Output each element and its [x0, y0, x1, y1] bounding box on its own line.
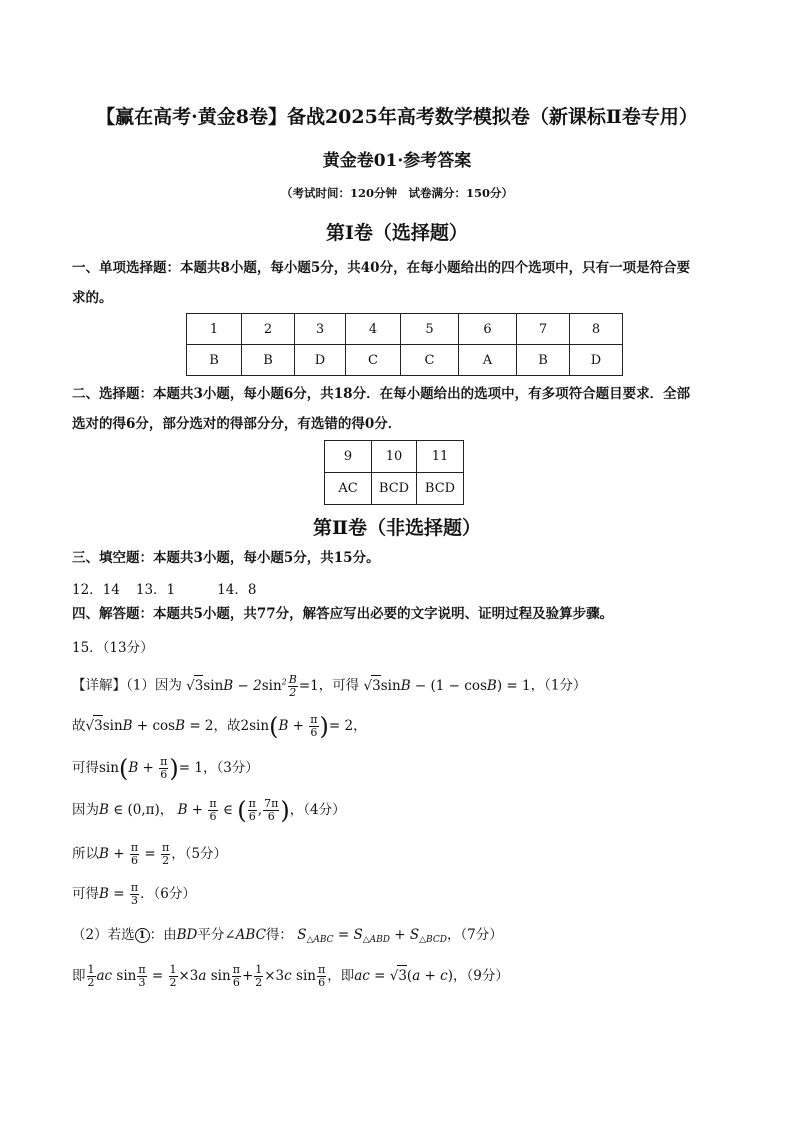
fill-answer-12: 12．14 — [72, 582, 120, 598]
math-expr-6: B ∈ (0,π) — [99, 802, 160, 818]
s7-score: ，（7分） — [446, 927, 503, 943]
table-cell-answer: BCD — [417, 473, 464, 505]
answer-table-single-choice — [186, 313, 623, 376]
math-expr-7: B + $\frac{\pi}{6}$ ∈ ( $\frac{\pi}{6}$ , $\frac{7\pi}{6}$ ) — [177, 796, 290, 825]
fill-answer-13: 13．1 — [135, 582, 176, 598]
q2-text-line1: 二、选择题：本题共3小题，每小题6分，共18分．在每小题给出的选项中，有多项符合题目要求．全部 — [72, 386, 691, 402]
table-cell-number: 9 — [325, 441, 372, 473]
s5-score: ，（5分） — [171, 846, 228, 862]
answer-table-multi-choice — [324, 440, 464, 505]
s3-pre: 可得 — [72, 760, 99, 776]
q2-text-line2: 选对的得6分，部分选对的得部分分，有选错的得0分． — [72, 416, 402, 432]
question-15-label: 15．（13分） — [72, 640, 154, 656]
math-expr-4: 2sin(B + $\frac{\pi}{6}$ )= 2， — [240, 712, 367, 741]
s2-pre: 故 — [72, 718, 86, 734]
question-1-instructions — [72, 258, 690, 278]
table-cell-answer: A — [459, 345, 517, 376]
s8-pre: 即 — [72, 968, 86, 984]
table-row-answers — [187, 345, 623, 376]
s2-mid: ，故 — [213, 718, 241, 734]
s6-score: ．（6分） — [140, 886, 196, 902]
table-cell-number: 4 — [346, 314, 401, 345]
table-cell-answer: C — [346, 345, 401, 376]
s7-mid: ：由 — [149, 927, 177, 943]
math-expr-10: $S_{\triangle ABC} = S_{\triangle ABD} + S_{\triangle BCD}$ — [297, 927, 447, 945]
table-cell-number: 6 — [459, 314, 517, 345]
table-cell-answer: B — [187, 345, 242, 376]
solution-line-8 — [72, 964, 509, 989]
question-3-instructions — [72, 548, 380, 568]
math-expr-11: $\frac{1}{2}$ ac sin $\frac{\pi}{3}$ = $\frac{1}{2}$ ×3a sin $\frac{\pi}{6}$ + $\frac{1}{2}$ ×3c sin $\frac{\pi}{6}$ — [87, 963, 326, 989]
table-cell-answer: B — [242, 345, 295, 376]
table-cell-answer: D — [295, 345, 346, 376]
question-2-instructions-line2 — [72, 414, 401, 434]
math-expr-9: B = $\frac{\pi}{3}$ — [99, 881, 139, 907]
solution-line-4: 因为B ∈ (0,π)， B + $\frac{\pi}{6}$ ∈ ( $\frac{\pi}{6}$ , $\frac{7\pi}{6}$ )，（4分） — [72, 796, 346, 825]
s3-score: ，（3分） — [202, 760, 259, 776]
table-row-numbers — [187, 314, 623, 345]
table-cell-number: 8 — [570, 314, 623, 345]
s7-pre: （2）若选 — [72, 927, 135, 943]
table-cell-answer: D — [570, 345, 623, 376]
table-cell-number: 7 — [517, 314, 570, 345]
math-expr-1: $√3\sin B - 2\sin^2$ $\frac{B}{2}$ =1 — [186, 672, 319, 699]
solution-line-5 — [72, 842, 227, 867]
solution-line-2 — [72, 714, 367, 739]
table-cell-number: 2 — [242, 314, 295, 345]
s5-pre: 所以 — [72, 846, 99, 862]
table-cell-answer: C — [401, 345, 459, 376]
section-heading-part2: 第Ⅱ卷（非选择题） — [312, 517, 481, 539]
table-row-numbers — [325, 441, 464, 473]
s1-score: ，（1分） — [530, 677, 587, 694]
page-subtitle: 黄金卷01·参考答案 — [322, 151, 472, 171]
detail-label: 【详解】 — [72, 677, 126, 694]
s8-mid: ，即 — [327, 968, 355, 984]
s4-score: ，（4分） — [289, 802, 346, 818]
exam-info: （考试时间：120分钟 试卷满分：150分） — [280, 186, 513, 200]
table-cell-answer: BCD — [372, 473, 417, 505]
fill-answers — [72, 580, 256, 600]
question-2-instructions — [72, 384, 690, 404]
fill-answer-14: 14．8 — [217, 582, 257, 598]
section-heading-part1: 第Ⅰ卷（选择题） — [326, 222, 468, 244]
q3-text: 三、填空题：本题共3小题，每小题5分，共15分。 — [72, 550, 380, 566]
s4-pre: 因为 — [72, 802, 99, 818]
s8-score: ，（9分） — [453, 968, 509, 984]
table-row-answers — [325, 473, 464, 505]
question-4-instructions — [72, 604, 613, 624]
solution-line-6 — [72, 882, 196, 907]
math-expr-8: B + $\frac{\pi}{6}$ = $\frac{\pi}{2}$ — [99, 841, 170, 867]
q1-text-line1: 一、单项选择题：本题共8小题，每小题5分，共40分，在每小题给出的四个选项中，只有一项是符合要 — [72, 260, 691, 276]
question-1-instructions-line2 — [72, 288, 113, 308]
page-title: 【赢在高考·黄金8卷】备战2025年高考数学模拟卷（新课标Ⅱ卷专用） — [96, 106, 698, 128]
table-cell-number: 3 — [295, 314, 346, 345]
solution-line-3 — [72, 756, 259, 781]
math-expr-12: ac = √3(a + c) — [354, 968, 453, 984]
s7-mid3: 得： — [265, 927, 293, 943]
math-expr-2: √3sinB − (1 − cosB) = 1 — [364, 678, 531, 694]
q4-text: 四、解答题：本题共5小题，共77分，解答应写出必要的文字说明、证明过程及验算步骤。 — [72, 606, 614, 622]
s1-mid: ，可得 — [318, 677, 360, 694]
s6-pre: 可得 — [72, 886, 99, 902]
math-expr-3: √3sinB + cosB = 2 — [86, 718, 214, 734]
solution-line-7: （2）若选 1 ：由BD平分∠ABC得： $S_{\triangle ABC} = S_{\triangle ABD} + S_{\triangle BCD}$，（7分） — [72, 927, 503, 945]
table-cell-answer: AC — [325, 473, 372, 505]
s1-pre: （1）因为 — [126, 677, 182, 694]
table-cell-number: 5 — [401, 314, 459, 345]
s7-mid2: 平分 — [197, 927, 225, 943]
table-cell-answer: B — [517, 345, 570, 376]
solution-line-1 — [72, 672, 586, 699]
circled-number-1: 1 — [135, 928, 150, 943]
table-cell-number: 11 — [417, 441, 464, 473]
table-cell-number: 1 — [187, 314, 242, 345]
q1-text-line2: 求的。 — [72, 290, 113, 306]
table-cell-number: 10 — [372, 441, 417, 473]
math-expr-5: sin(B + $\frac{\pi}{6}$ )= 1 — [99, 754, 203, 783]
